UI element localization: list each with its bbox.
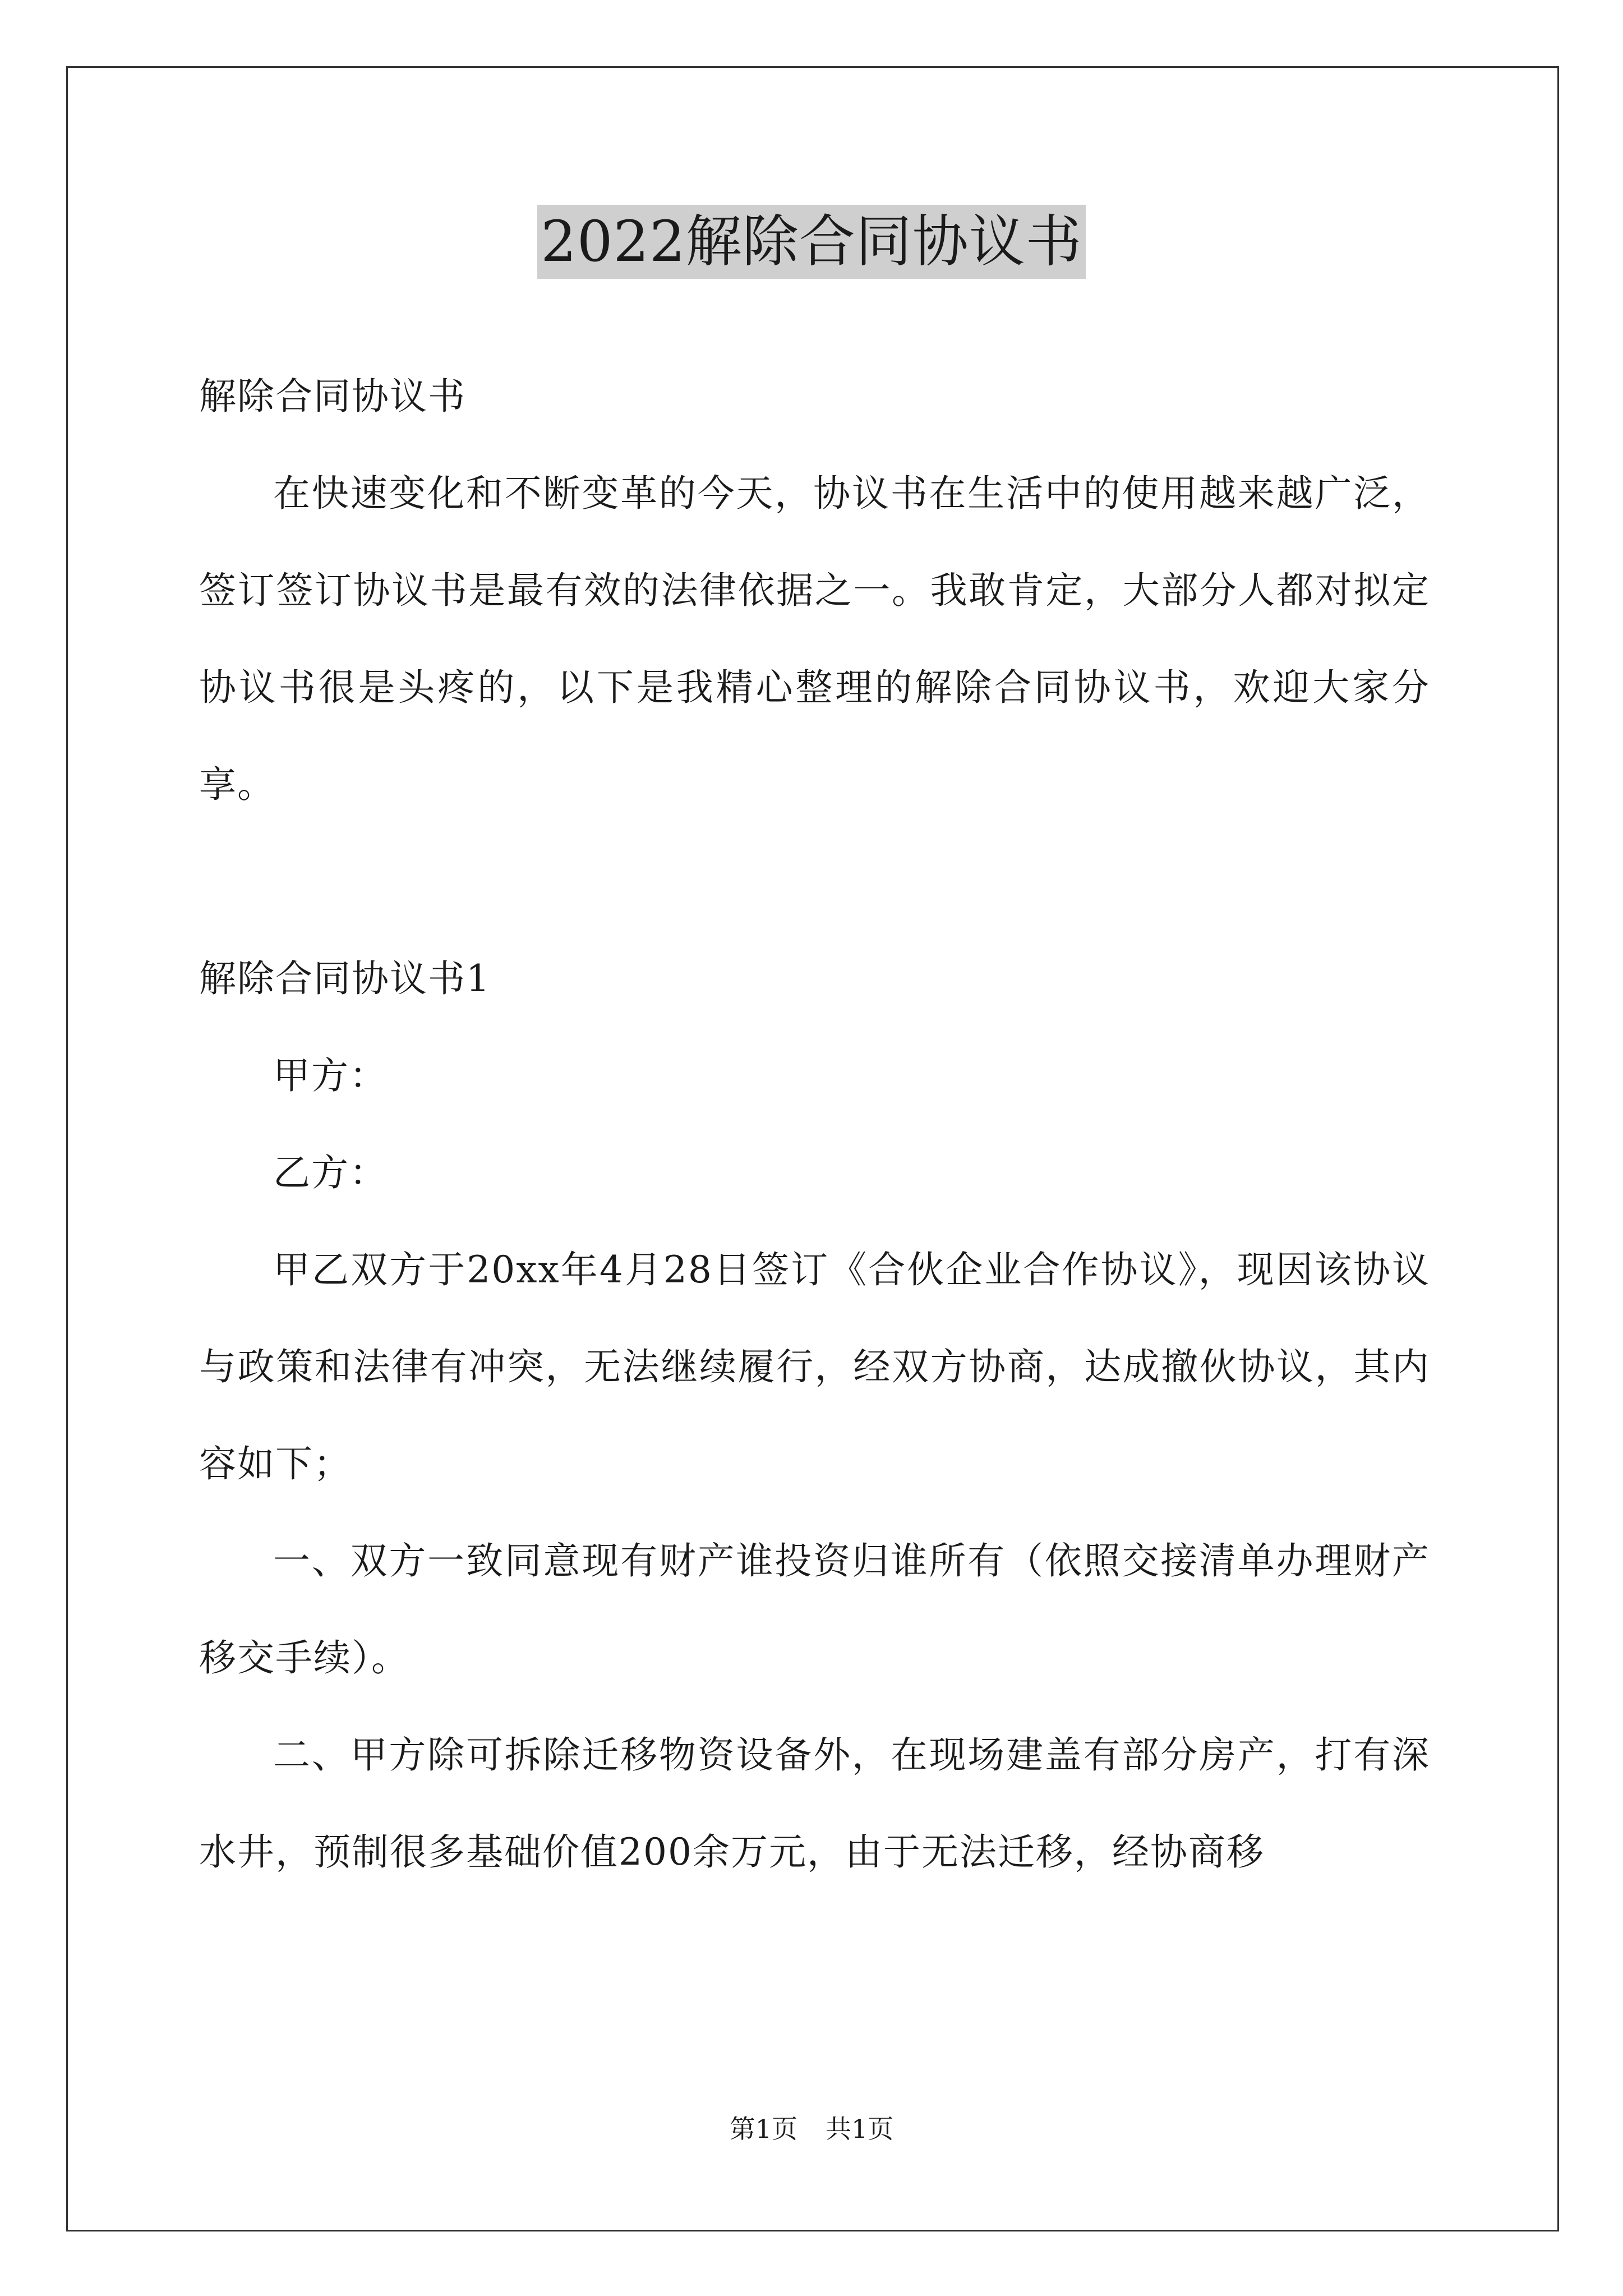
- page-number: 第1页: [729, 2114, 797, 2144]
- intro-paragraph: 在快速变化和不断变革的今天，协议书在生活中的使用越来越广泛，签订签订协议书是最有效的法律依据之一。我敢肯定，大部分人都对拟定协议书很是头疼的，以下是我精心整理的解除合同协议书，欢迎大家分享。: [199, 472, 1430, 806]
- document-title: 2022解除合同协议书: [537, 205, 1086, 279]
- blank-line: [199, 833, 1430, 930]
- document-body: [199, 348, 1430, 1901]
- document-subtitle: 解除合同协议书: [199, 375, 466, 418]
- agreement-paragraph: 甲乙双方于20xx年4月28日签订《合伙企业合作协议》，现因该协议与政策和法律有冲突，无法继续履行，经双方协商，达成撤伙协议，其内容如下；: [199, 1248, 1430, 1485]
- page-total: 共1页: [826, 2114, 894, 2144]
- section-heading: 解除合同协议书1: [199, 957, 491, 1000]
- clause-two-paragraph: 二、甲方除可拆除迁移物资设备外，在现场建盖有部分房产，打有深水井，预制很多基础价值200余万元，由于无法迁移，经协商移: [199, 1733, 1430, 1874]
- party-b-line: 乙方：: [273, 1151, 388, 1194]
- title-container: [0, 205, 1623, 279]
- party-a-line: 甲方：: [273, 1054, 388, 1097]
- clause-one-paragraph: 一、双方一致同意现有财产谁投资归谁所有（依照交接清单办理财产移交手续）。: [199, 1539, 1430, 1680]
- page-footer: [0, 2112, 1623, 2146]
